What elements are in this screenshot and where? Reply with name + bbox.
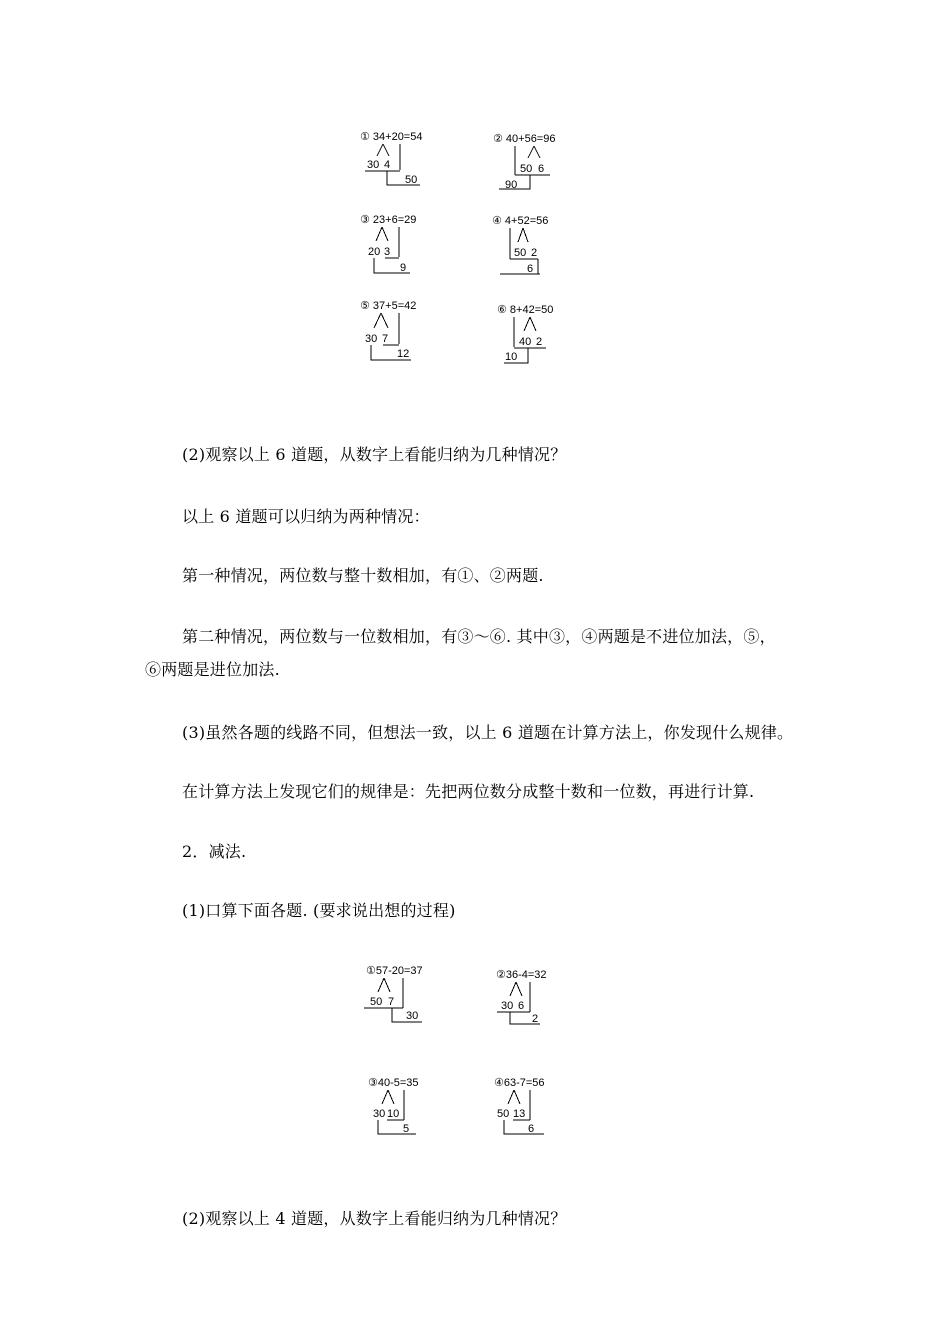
partial-result: 12 xyxy=(397,348,410,360)
result-bracket xyxy=(378,1120,416,1134)
diagram-svg xyxy=(356,128,446,190)
answer-2-case-1: 第一种情况，两位数与整十数相加，有①、②两题. xyxy=(182,566,544,585)
partial-result: 10 xyxy=(505,351,518,363)
result-bracket xyxy=(504,1120,544,1134)
equation-label: ⑤ 37+5=42 xyxy=(360,300,417,312)
addition-diagram-6 xyxy=(494,301,584,367)
diagram-svg xyxy=(366,1074,456,1140)
split-line-left xyxy=(510,982,516,996)
partial-result: 9 xyxy=(400,262,407,274)
equation-label: ⑥ 8+42=50 xyxy=(497,304,554,316)
split-line-right xyxy=(534,146,540,158)
answer-3-rule: 在计算方法上发现它们的规律是：先把两位数分成整十数和一位数，再进行计算. xyxy=(182,782,755,801)
equation-label: ② 40+56=96 xyxy=(493,133,556,145)
case-2-line-1: 第二种情况，两位数与一位数相加，有③～⑥. 其中③，④两题是不进位加法，⑤， xyxy=(182,627,776,646)
diagram-svg xyxy=(356,297,446,365)
diagram-svg xyxy=(494,966,584,1032)
sub-question-2-observe: (2)观察以上 4 道题，从数字上看能归纳为几种情况？ xyxy=(182,1209,567,1228)
part-tens: 50 xyxy=(514,247,527,259)
sub-question-1: (1)口算下面各题. (要求说出想的过程) xyxy=(182,901,456,920)
split-line-right xyxy=(388,1090,394,1104)
partial-result: 90 xyxy=(505,179,518,191)
part-ones: 2 xyxy=(531,247,538,259)
diagram-svg xyxy=(494,301,584,367)
part-tens: 30 xyxy=(373,1108,386,1120)
partial-result: 50 xyxy=(405,174,418,186)
equation-label: ③ 23+6=29 xyxy=(360,214,417,226)
equation-label: ②36-4=32 xyxy=(496,969,547,981)
split-line-right xyxy=(384,978,390,992)
split-line-left xyxy=(374,313,381,328)
part-tens: 20 xyxy=(368,246,381,258)
addition-diagram-1 xyxy=(356,128,446,190)
section-2-title: 2．减法. xyxy=(182,842,247,861)
split-line-left xyxy=(377,144,383,156)
equation-label: ④63-7=56 xyxy=(494,1077,545,1089)
part-ones: 6 xyxy=(518,1000,525,1012)
answer-2-case-2 xyxy=(145,627,776,680)
equation-label: ①57-20=37 xyxy=(366,965,423,977)
split-line-left xyxy=(378,978,384,992)
part-tens: 40 xyxy=(519,336,532,348)
diagram-svg xyxy=(358,211,448,277)
partial-result: 6 xyxy=(527,263,534,275)
equation-label: ④ 4+52=56 xyxy=(492,215,549,227)
split-line-right xyxy=(382,227,388,241)
subtraction-diagram-2 xyxy=(494,966,584,1032)
case-2-line-2: ⑥两题是进位加法. xyxy=(145,660,280,679)
question-3-rule: (3)虽然各题的线路不同，但想法一致，以上 6 道题在计算方法上，你发现什么规律。 xyxy=(182,723,794,742)
part-tens: 50 xyxy=(497,1108,510,1120)
diagram-svg xyxy=(364,962,454,1028)
split-line-left xyxy=(382,1090,388,1104)
diagram-svg xyxy=(490,212,580,278)
equation-label: ① 34+20=54 xyxy=(360,131,423,143)
addition-diagram-5 xyxy=(356,297,446,365)
split-line-right xyxy=(514,1090,520,1104)
part-ones: 7 xyxy=(388,996,395,1008)
split-line-right xyxy=(523,228,528,242)
split-line-left xyxy=(524,317,530,331)
split-line-left xyxy=(528,146,534,158)
subtraction-diagram-3 xyxy=(366,1074,456,1140)
split-line-right xyxy=(530,317,536,331)
addition-diagram-3 xyxy=(358,211,448,277)
partial-result: 30 xyxy=(406,1010,419,1022)
part-ones: 7 xyxy=(382,333,389,345)
split-line-right xyxy=(516,982,522,996)
split-line-right xyxy=(383,144,389,156)
addition-diagram-2 xyxy=(490,130,580,192)
equation-label: ③40-5=35 xyxy=(368,1077,419,1089)
partial-result: 6 xyxy=(528,1123,535,1135)
part-tens: 50 xyxy=(520,163,533,175)
part-ones: 13 xyxy=(513,1108,526,1120)
split-line-left xyxy=(508,1090,514,1104)
partial-result: 2 xyxy=(532,1013,539,1025)
answer-2-summary: 以上 6 道题可以归纳为两种情况： xyxy=(182,507,430,526)
part-tens: 50 xyxy=(370,996,383,1008)
diagram-svg xyxy=(490,130,580,192)
part-ones: 4 xyxy=(384,159,391,171)
split-line-right xyxy=(381,313,388,328)
subtraction-diagram-1 xyxy=(364,962,454,1028)
subtraction-diagram-4 xyxy=(492,1074,582,1140)
part-tens: 30 xyxy=(367,159,380,171)
question-2-observe: (2)观察以上 6 道题，从数字上看能归纳为几种情况？ xyxy=(182,445,567,464)
part-ones: 6 xyxy=(538,163,545,175)
split-line-left xyxy=(518,228,523,242)
part-tens: 30 xyxy=(501,1000,514,1012)
addition-diagram-4 xyxy=(490,212,580,278)
partial-result: 5 xyxy=(403,1123,410,1135)
part-tens: 30 xyxy=(365,333,378,345)
part-ones: 3 xyxy=(384,246,391,258)
part-ones: 2 xyxy=(536,336,543,348)
diagram-svg xyxy=(492,1074,582,1140)
split-line-left xyxy=(376,227,382,241)
part-ones: 10 xyxy=(387,1108,400,1120)
